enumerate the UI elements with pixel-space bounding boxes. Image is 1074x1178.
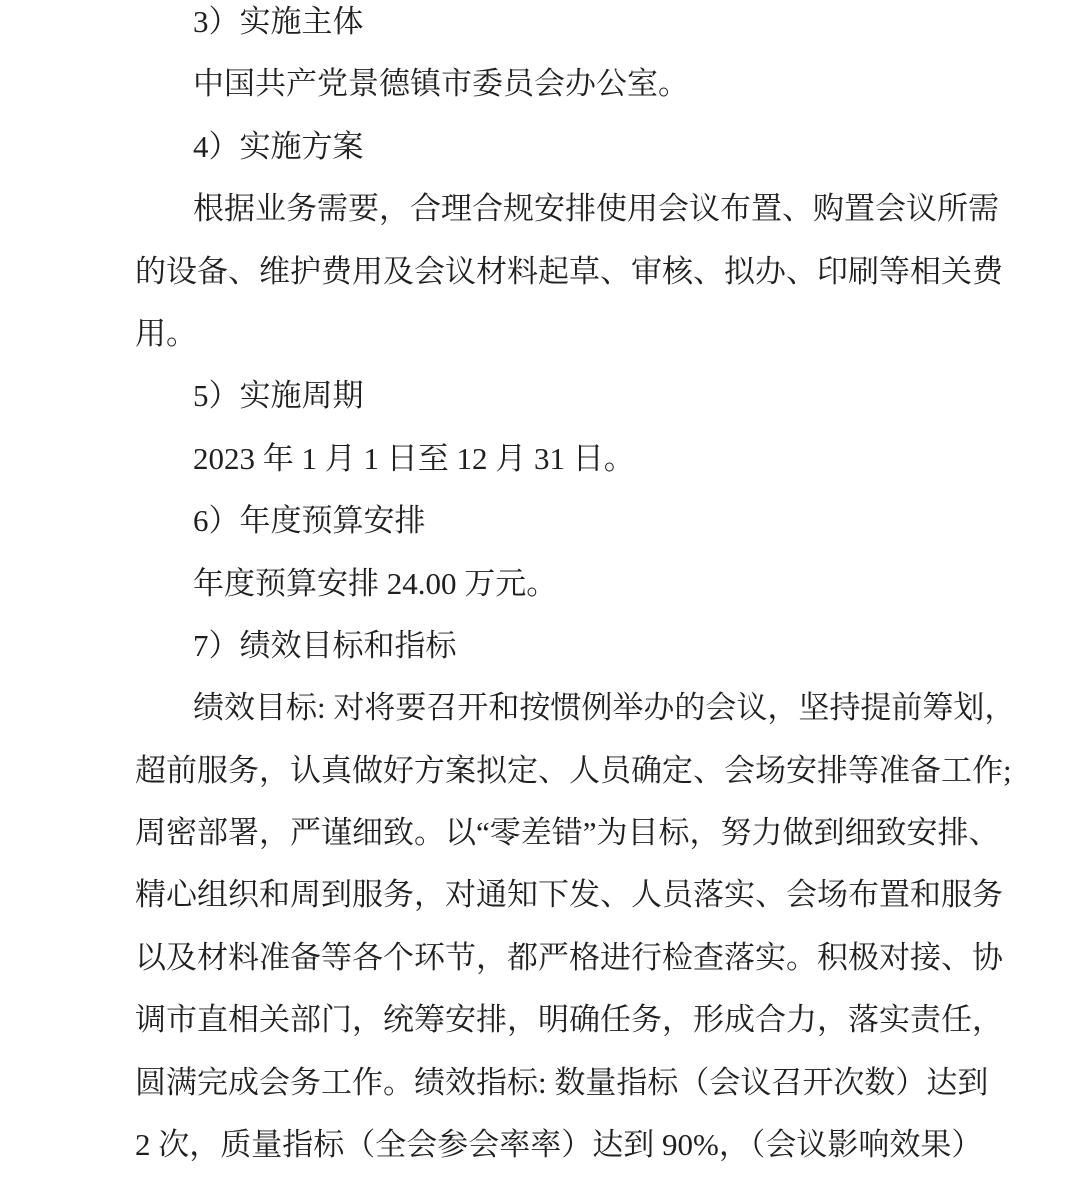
body-line: 超 前 服 务 ， 认 真 做 好 方 案 拟 定 、 人 员 确 定 、 会 场 安 排 等 准 备 工 作 ; [135, 752, 1012, 788]
body-line: 年度预算安排 24.00 万元。 [193, 565, 558, 601]
body-line: 圆 满 完 成 会 务 工 作 。 绩 效 指 标 : 数 量 指 标 （ 会 议 召 开 次 数 ） 达 到 [135, 1064, 989, 1100]
body-line: 中国共产党景德镇市委员会办公室。 [193, 66, 689, 102]
heading-line: 7）绩效目标和指标 [193, 627, 457, 663]
body-line: 用。 [135, 315, 197, 351]
heading-line: 6）年度预算安排 [193, 503, 426, 539]
body-line: 的 设 备 、 维 护 费 用 及 会 议 材 料 起 草 、 审 核 、 拟 办 、 印 刷 等 相 关 费 [135, 253, 1003, 289]
body-line: 周 密 部 署 ， 严 谨 细 致 。 以 “ 零 差 错 ” 为 目 标 ， 努 力 做 到 细 致 安 排 、 [135, 815, 1000, 851]
body-line: 绩 效 目 标 : 对 将 要 召 开 和 按 惯 例 举 办 的 会 议 ， 坚 持 提 前 筹 划 ， [193, 690, 1016, 726]
body-line: 以 及 材 料 准 备 等 各 个 环 节 ， 都 严 格 进 行 检 查 落 实 。 积 极 对 接 、 协 [135, 939, 1003, 975]
document-text-block [135, 0, 1016, 1176]
heading-line: 3）实施主体 [193, 4, 364, 39]
body-line: 根 据 业 务 需 要 ， 合 理 合 规 安 排 使 用 会 议 布 置 、 购 置 会 议 所 需 [193, 191, 999, 227]
heading-line: 4）实施方案 [193, 128, 364, 164]
body-line: 2023 年 1 月 1 日至 12 月 31 日。 [193, 440, 635, 476]
body-line: 精 心 组 织 和 周 到 服 务 ， 对 通 知 下 发 、 人 员 落 实 、 会 场 布 置 和 服 务 [135, 877, 1003, 913]
body-line: 调 市 直 相 关 部 门 ， 统 筹 安 排 ， 明 确 任 务 ， 形 成 合 力 ， 落 实 责 任 ， [135, 1002, 1003, 1038]
heading-line: 5）实施周期 [193, 378, 364, 414]
body-line: 2 次，质量指标（全会参会率率）达到 90%，（会议影响效果） [135, 1127, 983, 1163]
